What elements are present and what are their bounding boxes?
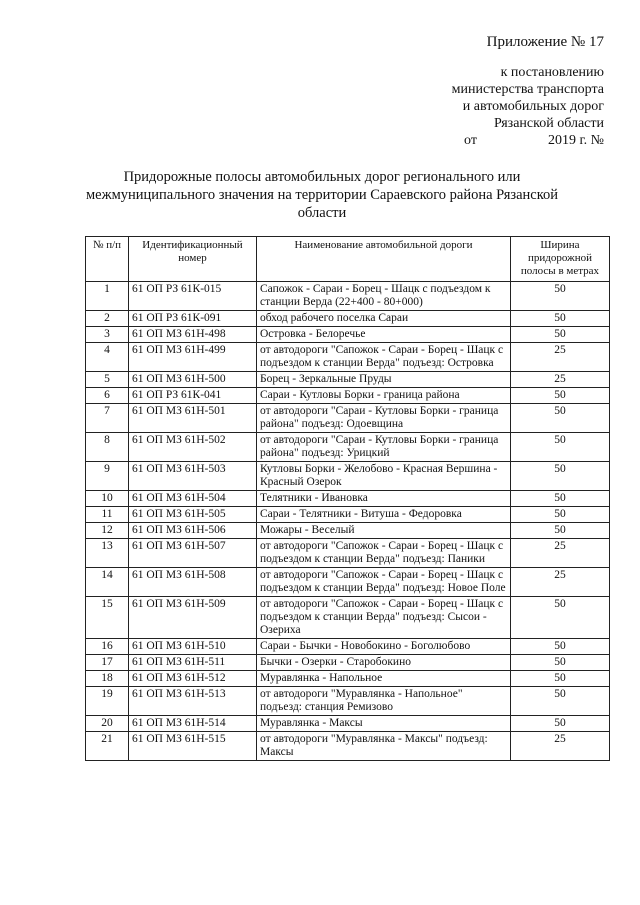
row-number: 12 bbox=[86, 523, 129, 539]
roads-table bbox=[85, 236, 610, 761]
column-header-strip-width: Ширина придорожной полосы в метрах bbox=[511, 237, 610, 282]
road-name: Муравлянка - Напольное bbox=[257, 671, 511, 687]
road-id: 61 ОП МЗ 61Н-502 bbox=[129, 433, 257, 462]
road-name: Кутловы Борки - Желобово - Красная Вершина - Красный Озерок bbox=[257, 462, 511, 491]
table-row bbox=[86, 462, 610, 491]
row-number: 3 bbox=[86, 327, 129, 343]
table-row bbox=[86, 655, 610, 671]
strip-width: 50 bbox=[511, 491, 610, 507]
row-number: 15 bbox=[86, 597, 129, 639]
strip-width: 25 bbox=[511, 372, 610, 388]
road-name: Можары - Веселый bbox=[257, 523, 511, 539]
strip-width: 25 bbox=[511, 568, 610, 597]
strip-width: 25 bbox=[511, 343, 610, 372]
strip-width: 50 bbox=[511, 716, 610, 732]
strip-width: 50 bbox=[511, 433, 610, 462]
row-number: 11 bbox=[86, 507, 129, 523]
table-row bbox=[86, 523, 610, 539]
date-prefix: от bbox=[464, 133, 477, 148]
road-name: от автодороги "Сапожок - Сараи - Борец - Шацк с подъездом к станции Верда" подъезд: Сысои - Озериха bbox=[257, 597, 511, 639]
road-id: 61 ОП РЗ 61К-091 bbox=[129, 311, 257, 327]
road-name: Бычки - Озерки - Старобокино bbox=[257, 655, 511, 671]
decree-line: и автомобильных дорог bbox=[462, 99, 604, 114]
decree-line: министерства транспорта bbox=[451, 82, 604, 97]
row-number: 6 bbox=[86, 388, 129, 404]
column-header-id: Идентификационный номер bbox=[129, 237, 257, 282]
road-id: 61 ОП МЗ 61Н-511 bbox=[129, 655, 257, 671]
row-number: 18 bbox=[86, 671, 129, 687]
road-id: 61 ОП МЗ 61Н-515 bbox=[129, 732, 257, 761]
road-id: 61 ОП МЗ 61Н-512 bbox=[129, 671, 257, 687]
table-row bbox=[86, 639, 610, 655]
table-row bbox=[86, 433, 610, 462]
road-name: от автодороги "Сапожок - Сараи - Борец - Шацк с подъездом к станции Верда" подъезд: Островка bbox=[257, 343, 511, 372]
row-number: 20 bbox=[86, 716, 129, 732]
road-name: Муравлянка - Максы bbox=[257, 716, 511, 732]
table-row bbox=[86, 372, 610, 388]
road-id: 61 ОП РЗ 61К-041 bbox=[129, 388, 257, 404]
strip-width: 50 bbox=[511, 311, 610, 327]
appendix-label: Приложение № 17 bbox=[486, 34, 604, 50]
strip-width: 50 bbox=[511, 388, 610, 404]
strip-width: 50 bbox=[511, 655, 610, 671]
strip-width: 50 bbox=[511, 404, 610, 433]
document-title: Придорожные полосы автомобильных дорог регионального или межмуниципального значения на территории Сараевского района Рязанской области bbox=[85, 169, 559, 221]
road-name: Борец - Зеркальные Пруды bbox=[257, 372, 511, 388]
table-header-row bbox=[86, 237, 610, 282]
date-suffix: 2019 г. № bbox=[547, 133, 604, 148]
road-id: 61 ОП МЗ 61Н-510 bbox=[129, 639, 257, 655]
strip-width: 50 bbox=[511, 597, 610, 639]
decree-line: к постановлению bbox=[500, 65, 604, 80]
table-row bbox=[86, 568, 610, 597]
road-name: Островка - Белоречье bbox=[257, 327, 511, 343]
row-number: 17 bbox=[86, 655, 129, 671]
row-number: 7 bbox=[86, 404, 129, 433]
road-id: 61 ОП МЗ 61Н-514 bbox=[129, 716, 257, 732]
road-name: от автодороги "Муравлянка - Максы" подъезд: Максы bbox=[257, 732, 511, 761]
table-row bbox=[86, 404, 610, 433]
strip-width: 50 bbox=[511, 523, 610, 539]
strip-width: 50 bbox=[511, 327, 610, 343]
table-row bbox=[86, 311, 610, 327]
road-name: от автодороги "Муравлянка - Напольное" подъезд: станция Ремизово bbox=[257, 687, 511, 716]
row-number: 21 bbox=[86, 732, 129, 761]
road-name: Сараи - Кутловы Борки - граница района bbox=[257, 388, 511, 404]
table-row bbox=[86, 597, 610, 639]
road-id: 61 ОП МЗ 61Н-501 bbox=[129, 404, 257, 433]
table-row bbox=[86, 343, 610, 372]
road-id: 61 ОП МЗ 61Н-507 bbox=[129, 539, 257, 568]
table-row bbox=[86, 507, 610, 523]
row-number: 13 bbox=[86, 539, 129, 568]
road-id: 61 ОП МЗ 61Н-513 bbox=[129, 687, 257, 716]
table-row bbox=[86, 388, 610, 404]
table-row bbox=[86, 732, 610, 761]
road-id: 61 ОП МЗ 61Н-508 bbox=[129, 568, 257, 597]
row-number: 19 bbox=[86, 687, 129, 716]
table-row bbox=[86, 671, 610, 687]
table-row bbox=[86, 282, 610, 311]
strip-width: 50 bbox=[511, 282, 610, 311]
road-id: 61 ОП МЗ 61Н-505 bbox=[129, 507, 257, 523]
table-row bbox=[86, 687, 610, 716]
decree-line: Рязанской области bbox=[493, 116, 604, 131]
road-id: 61 ОП РЗ 61К-015 bbox=[129, 282, 257, 311]
strip-width: 50 bbox=[511, 462, 610, 491]
strip-width: 50 bbox=[511, 671, 610, 687]
row-number: 2 bbox=[86, 311, 129, 327]
row-number: 5 bbox=[86, 372, 129, 388]
road-name: от автодороги "Сапожок - Сараи - Борец - Шацк с подъездом к станции Верда" подъезд: Паники bbox=[257, 539, 511, 568]
row-number: 14 bbox=[86, 568, 129, 597]
decree-reference bbox=[344, 64, 604, 149]
column-header-number: № п/п bbox=[86, 237, 129, 282]
row-number: 1 bbox=[86, 282, 129, 311]
road-name: обход рабочего поселка Сараи bbox=[257, 311, 511, 327]
road-name: от автодороги "Сараи - Кутловы Борки - граница района" подъезд: Урицкий bbox=[257, 433, 511, 462]
road-name: от автодороги "Сараи - Кутловы Борки - граница района" подъезд: Одоевщина bbox=[257, 404, 511, 433]
row-number: 9 bbox=[86, 462, 129, 491]
strip-width: 50 bbox=[511, 507, 610, 523]
table-row bbox=[86, 491, 610, 507]
row-number: 10 bbox=[86, 491, 129, 507]
road-id: 61 ОП МЗ 61Н-506 bbox=[129, 523, 257, 539]
decree-date-line bbox=[344, 132, 604, 149]
road-id: 61 ОП МЗ 61Н-503 bbox=[129, 462, 257, 491]
road-name: Сараи - Телятники - Витуша - Федоровка bbox=[257, 507, 511, 523]
road-name: от автодороги "Сапожок - Сараи - Борец - Шацк с подъездом к станции Верда" подъезд: Новое Поле bbox=[257, 568, 511, 597]
row-number: 4 bbox=[86, 343, 129, 372]
road-name: Сараи - Бычки - Новобокино - Боголюбово bbox=[257, 639, 511, 655]
strip-width: 25 bbox=[511, 539, 610, 568]
strip-width: 25 bbox=[511, 732, 610, 761]
road-id: 61 ОП МЗ 61Н-500 bbox=[129, 372, 257, 388]
table-row bbox=[86, 716, 610, 732]
road-name: Телятники - Ивановка bbox=[257, 491, 511, 507]
column-header-road-name: Наименование автомобильной дороги bbox=[257, 237, 511, 282]
row-number: 16 bbox=[86, 639, 129, 655]
road-id: 61 ОП МЗ 61Н-499 bbox=[129, 343, 257, 372]
road-name: Сапожок - Сараи - Борец - Шацк с подъездом к станции Верда (22+400 - 80+000) bbox=[257, 282, 511, 311]
table-row bbox=[86, 327, 610, 343]
road-id: 61 ОП МЗ 61Н-504 bbox=[129, 491, 257, 507]
road-id: 61 ОП МЗ 61Н-498 bbox=[129, 327, 257, 343]
table-row bbox=[86, 539, 610, 568]
row-number: 8 bbox=[86, 433, 129, 462]
road-id: 61 ОП МЗ 61Н-509 bbox=[129, 597, 257, 639]
table-body bbox=[86, 282, 610, 761]
strip-width: 50 bbox=[511, 639, 610, 655]
strip-width: 50 bbox=[511, 687, 610, 716]
